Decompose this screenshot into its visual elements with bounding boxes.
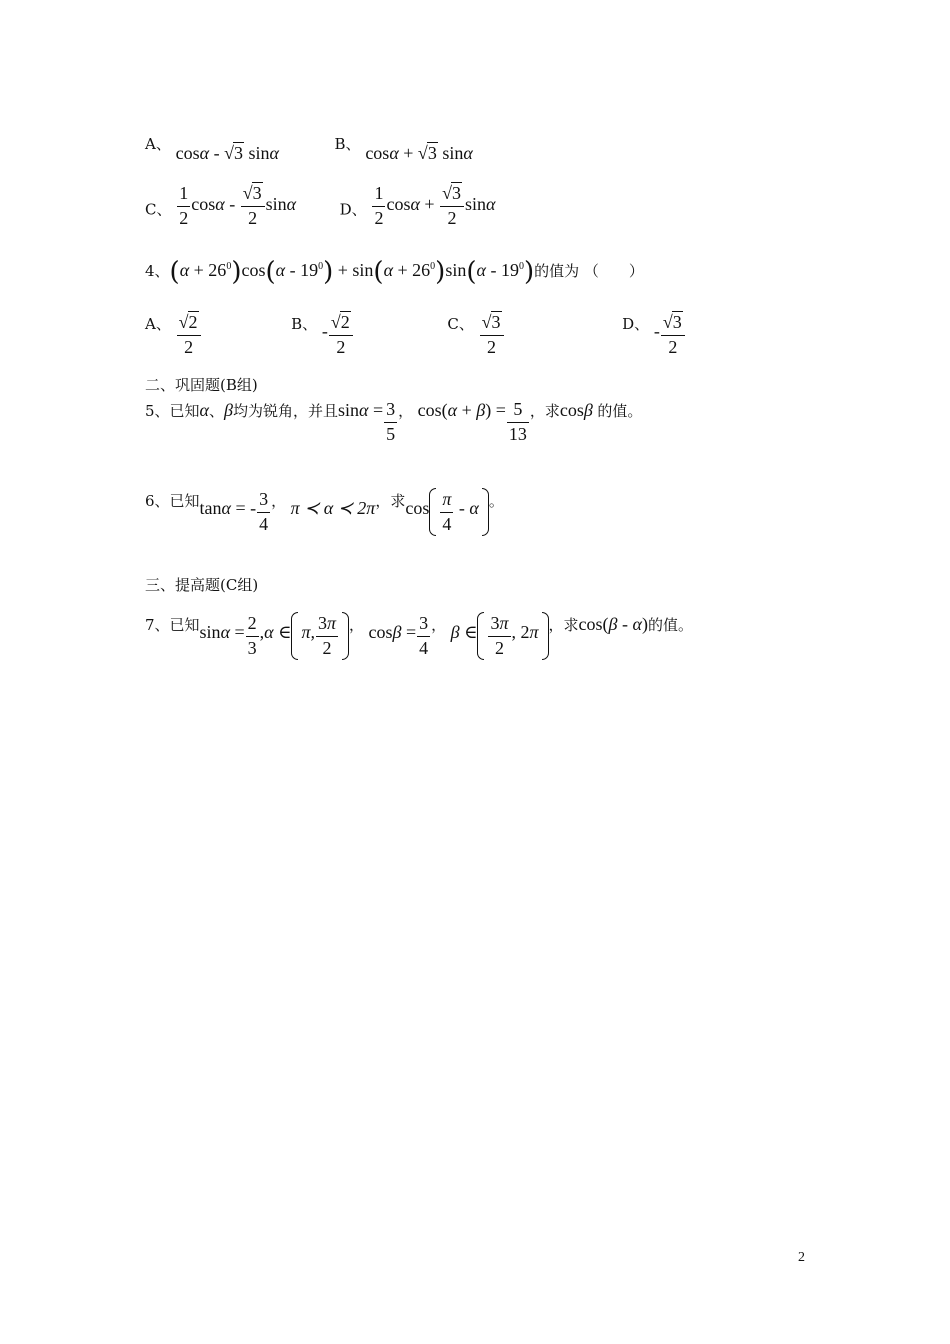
q4-option-d-expr: $\frac{√3}{2}$ [661,313,685,358]
q7-ask: ，求 [548,616,579,634]
q7-sin-value: $\frac{2}{3}$ [247,612,257,658]
q5-comma: ， [398,402,414,421]
q4-option-c-label: C、 [447,315,474,334]
q7-question: 7、已知sinα = $\frac{2}{3}$ ,α ∈ π, $\frac{3\pi}{2}$ ， cosβ = $\frac{3}{4}$ ， β ∈ $\frac{3\pi}{2}$ , 2π ，求cos(β - α)的值。 [145,612,693,660]
q7-cos-value: $\frac{3}{4}$ [419,612,429,658]
q4-option-b-expr: $\frac{√2}{2}$ [329,313,353,358]
q4-expression: $(\alpha + 26^0)\cos(\alpha - 19^0) + \sin(\alpha + 26^0)\sin(\alpha - 19^0)$ [169,257,535,287]
q7-alpha-interval-upper: $\frac{3\pi}{2}$ [317,612,337,658]
page-number: 2 [798,1250,805,1265]
q6-tan-value: $\frac{3}{4}$ [259,488,269,534]
q3-option-b-label: B、 [334,135,361,153]
q4-answer-paren: （ ） [583,262,644,281]
q6-number: 6、已知 [145,492,200,510]
q7-number: 7、已知 [145,616,200,634]
q3-options-cd [145,183,496,233]
section-c-heading: 三、提高题(C组) [145,576,259,594]
q3-option-d-label: D、 [339,200,367,219]
q3-options-ab [145,134,473,163]
q6-tail: 。 [488,492,504,510]
q6-question: 6、已知tanα = - $\frac{3}{4}$ ， π ≺ α ≺ 2π，求cos $\frac{\pi}{4}$ - α 。 [145,488,504,536]
q3-option-c-label: C、 [145,200,172,219]
q3-option-a-expr: cosα - √3 sinα [175,143,279,163]
q5-condition: 均为锐角，并且 [232,402,338,421]
q7-comma-2: ， [431,616,447,634]
q7-comma-1: ， [349,616,365,634]
q5-question: 5、已知α、β均为锐角，并且sinα = $\frac{3}{5}$ ， cos(α + β) = $\frac{5}{13}$ ，求cosβ 的值。 [145,399,643,444]
q7-tail: 的值。 [647,616,693,634]
q3-option-b-expr: cosα + √3 sinα [365,143,473,163]
q4-options: A、 $\frac{√2}{2}$ B、 - $\frac{√2}{2}$ C、 $\frac{√3}{2}$ D、 - $\frac{√3}{2}$ [145,313,686,358]
q5-cos-sum-value: $\frac{5}{13}$ [508,399,527,444]
q7-beta-interval-lower: $\frac{3\pi}{2}$ [490,612,509,658]
q4-option-b-label: B、 [291,315,318,334]
q3-option-c-expr: $\frac{1}{2}$ cosα - $\frac{√3}{2}$ sinα [179,183,297,228]
q5-ask: ，求 [529,402,560,421]
q6-pi-over-4: $\frac{\pi}{4}$ [442,488,452,534]
q4-option-a-label: A、 [145,315,171,334]
q4-number: 4、 [145,262,170,281]
q6-ask: ，求 [375,492,406,510]
section-b-heading: 二、巩固题(B组) [145,376,258,394]
q4-tail: 的值为 [534,262,580,281]
q4-option-d-label: D、 [622,315,650,334]
q5-tail: 的值。 [597,402,643,421]
q3-option-a-label: A、 [145,135,171,153]
q4-option-a-expr: $\frac{√2}{2}$ [177,313,201,358]
q4-question [145,259,644,285]
q5-separator: 、 [209,402,225,421]
q5-sin-value: $\frac{3}{5}$ [386,399,396,444]
q5-number: 5、已知 [145,402,200,421]
q6-comma: ， [271,492,287,510]
q3-option-d-expr: $\frac{1}{2}$ cosα + $\frac{√3}{2}$ sinα [374,183,496,228]
q4-option-c-expr: $\frac{√3}{2}$ [480,313,504,358]
